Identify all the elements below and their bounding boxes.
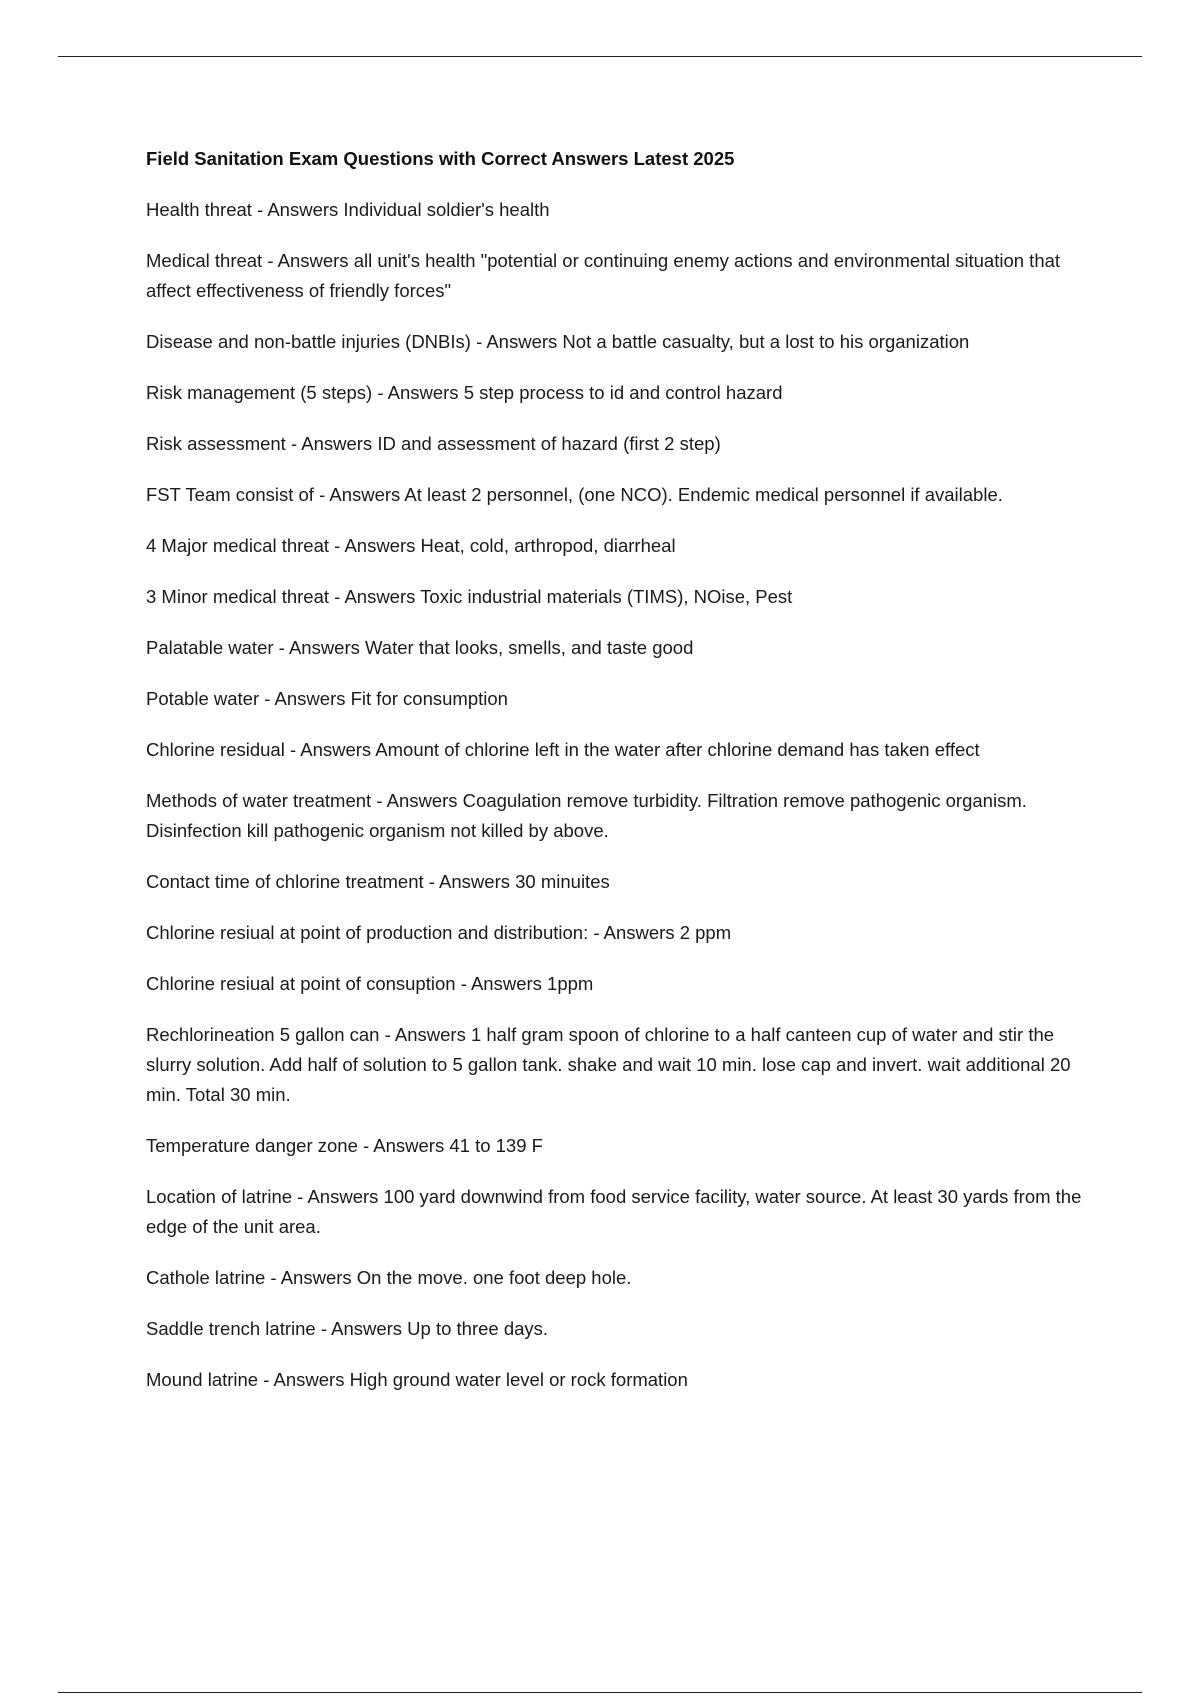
qa-item-medical-threat: Medical threat - Answers all unit's health "potential or continuing enemy actions and environmental situation that affect effectiveness of friendly forces" — [146, 250, 1061, 301]
qa-item-minor-medical-threat: 3 Minor medical threat - Answers Toxic industrial materials (TIMS), NOise, Pest — [146, 586, 793, 607]
qa-item-mound-latrine: Mound latrine - Answers High ground water level or rock formation — [146, 1369, 688, 1390]
qa-item-risk-management: Risk management (5 steps) - Answers 5 step process to id and control hazard — [146, 382, 783, 403]
qa-item-fst-team: FST Team consist of - Answers At least 2 personnel, (one NCO). Endemic medical personnel if available. — [146, 484, 1003, 505]
qa-item-residual-production: Chlorine resiual at point of production and distribution: - Answers 2 ppm — [146, 922, 732, 943]
document-body — [146, 144, 1086, 1416]
document-title: Field Sanitation Exam Questions with Correct Answers Latest 2025 — [146, 148, 735, 169]
top-divider — [58, 56, 1142, 57]
qa-item-latrine-location: Location of latrine - Answers 100 yard downwind from food service facility, water source. At least 30 yards from the edge of the unit area. — [146, 1186, 1082, 1237]
qa-item-risk-assessment: Risk assessment - Answers ID and assessment of hazard (first 2 step) — [146, 433, 721, 454]
qa-item-chlorine-residual: Chlorine residual - Answers Amount of chlorine left in the water after chlorine demand has taken effect — [146, 739, 980, 760]
qa-item-residual-consumption: Chlorine resiual at point of consuption - Answers 1ppm — [146, 973, 594, 994]
qa-item-cathole-latrine: Cathole latrine - Answers On the move. one foot deep hole. — [146, 1267, 632, 1288]
qa-item-health-threat: Health threat - Answers Individual soldier's health — [146, 199, 550, 220]
qa-item-potable-water: Potable water - Answers Fit for consumption — [146, 688, 508, 709]
qa-item-water-treatment: Methods of water treatment - Answers Coagulation remove turbidity. Filtration remove pathogenic organism. Disinfection kill pathogenic organism not killed by above. — [146, 790, 1027, 841]
bottom-divider — [58, 1692, 1142, 1693]
qa-item-rechlorination: Rechlorineation 5 gallon can - Answers 1 half gram spoon of chlorine to a half canteen cup of water and stir the slurry solution. Add half of solution to 5 gallon tank. shake and wait 10 min. lose cap and invert. wait additional 20 min. Total 30 min. — [146, 1024, 1071, 1105]
qa-item-major-medical-threat: 4 Major medical threat - Answers Heat, cold, arthropod, diarrheal — [146, 535, 676, 556]
qa-item-temperature-danger-zone: Temperature danger zone - Answers 41 to 139 F — [146, 1135, 543, 1156]
qa-item-contact-time: Contact time of chlorine treatment - Answers 30 minuites — [146, 871, 610, 892]
qa-item-saddle-trench-latrine: Saddle trench latrine - Answers Up to three days. — [146, 1318, 549, 1339]
qa-list — [146, 195, 1086, 1395]
qa-item-palatable-water: Palatable water - Answers Water that looks, smells, and taste good — [146, 637, 694, 658]
qa-item-dnbi: Disease and non-battle injuries (DNBIs) - Answers Not a battle casualty, but a lost to his organization — [146, 331, 970, 352]
